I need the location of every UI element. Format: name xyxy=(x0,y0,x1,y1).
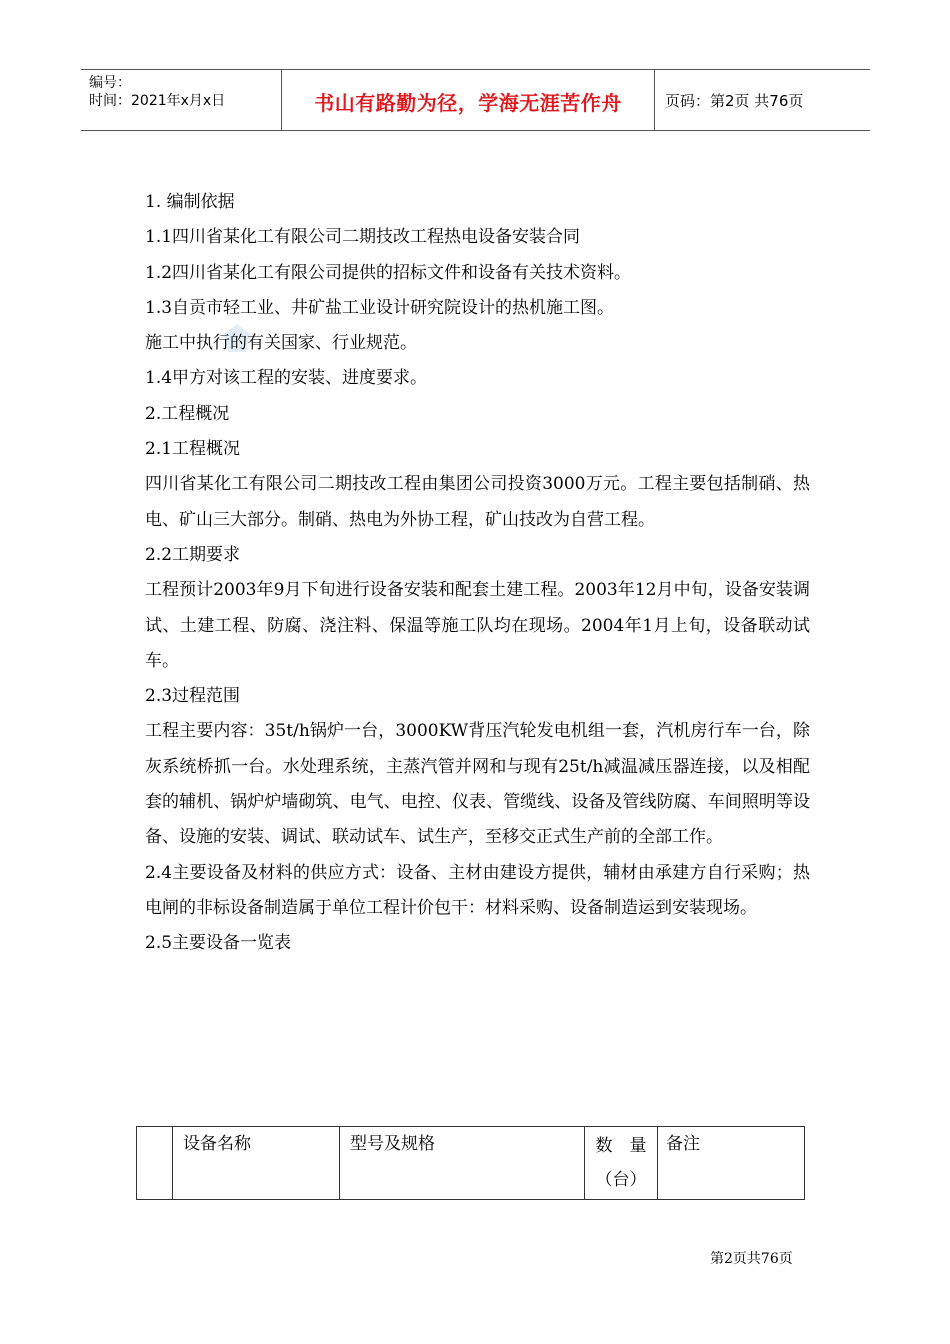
paragraph-2: 1.1四川省某化工有限公司二期技改工程热电设备安装合同 xyxy=(145,227,581,248)
paragraph-3: 1.2四川省某化工有限公司提供的招标文件和设备有关技术资料。 xyxy=(145,262,632,283)
equipment-table xyxy=(136,1126,805,1200)
paragraph-14: 2.4主要设备及材料的供应方式：设备、主材由建设方提供，辅材由承建方自行采购；热电闸的非标设备制造属于单位工程计价包干：材料采购、设备制造运到安装现场。 xyxy=(145,862,810,918)
document-time-label: 时间：2021年x月x日 xyxy=(89,93,226,109)
table-header-row xyxy=(137,1127,805,1200)
header-meta-cell xyxy=(81,70,282,130)
paragraph-7: 2.工程概况 xyxy=(145,403,230,424)
paragraph-15: 2.5主要设备一览表 xyxy=(145,933,292,954)
table-header-equipment-name: 设备名称 xyxy=(173,1127,340,1200)
paragraph-4: 1.3自贡市轻工业、井矿盐工业设计研究院设计的热机施工图。 xyxy=(145,297,615,318)
paragraph-1: 1. 编制依据 xyxy=(145,192,235,212)
quantity-label-line1: 数 量 xyxy=(595,1136,647,1156)
paragraph-12: 2.3过程范围 xyxy=(145,686,241,707)
paragraph-11: 工程预计2003年9月下旬进行设备安装和配套土建工程。2003年12月中旬，设备安装调试、土建工程、防腐、浇注料、保温等施工队均在现场。2004年1月上旬，设备联动试车。 xyxy=(145,580,810,671)
paragraph-13: 工程主要内容：35t/h锅炉一台，3000KW背压汽轮发电机组一套，汽机房行车一台，除灰系统桥抓一台。水处理系统，主蒸汽管并网和与现有25t/h减温减压器连接，以及相配套的辅机、锅炉炉墙砌筑、电气、电控、仪表、管缆线、设备及管线防腐、车间照明等设备、设施的安装、调试、联动试车、试生产，至移交正式生产前的全部工作。 xyxy=(145,721,810,848)
page-footer: 第2页共76页 xyxy=(710,1251,793,1267)
paragraph-9: 四川省某化工有限公司二期技改工程由集团公司投资3000万元。工程主要包括制硝、热电、矿山三大部分。制硝、热电为外协工程，矿山技改为自营工程。 xyxy=(145,474,810,530)
header-motto: 书山有路勤为径，学海无涯苦作舟 xyxy=(314,91,622,115)
table-header-quantity xyxy=(585,1127,658,1200)
document-body xyxy=(145,185,810,962)
paragraph-5: 施工中执行的有关国家、行业规范。 xyxy=(145,333,417,354)
table-index-cell xyxy=(137,1127,173,1200)
table-header-remarks: 备注 xyxy=(658,1127,805,1200)
paragraph-10: 2.2工期要求 xyxy=(145,544,241,565)
quantity-label-line2: （台） xyxy=(595,1170,647,1190)
paragraph-6: 1.4甲方对该工程的安装、进度要求。 xyxy=(145,368,428,389)
header-motto-cell xyxy=(282,70,655,130)
page-header xyxy=(81,69,870,131)
table-header-model-spec: 型号及规格 xyxy=(340,1127,585,1200)
paragraph-8: 2.1工程概况 xyxy=(145,439,241,460)
header-page-cell xyxy=(655,70,870,130)
document-number-label: 编号： xyxy=(89,75,131,91)
header-page-info: 页码：第2页 共76页 xyxy=(665,92,804,110)
